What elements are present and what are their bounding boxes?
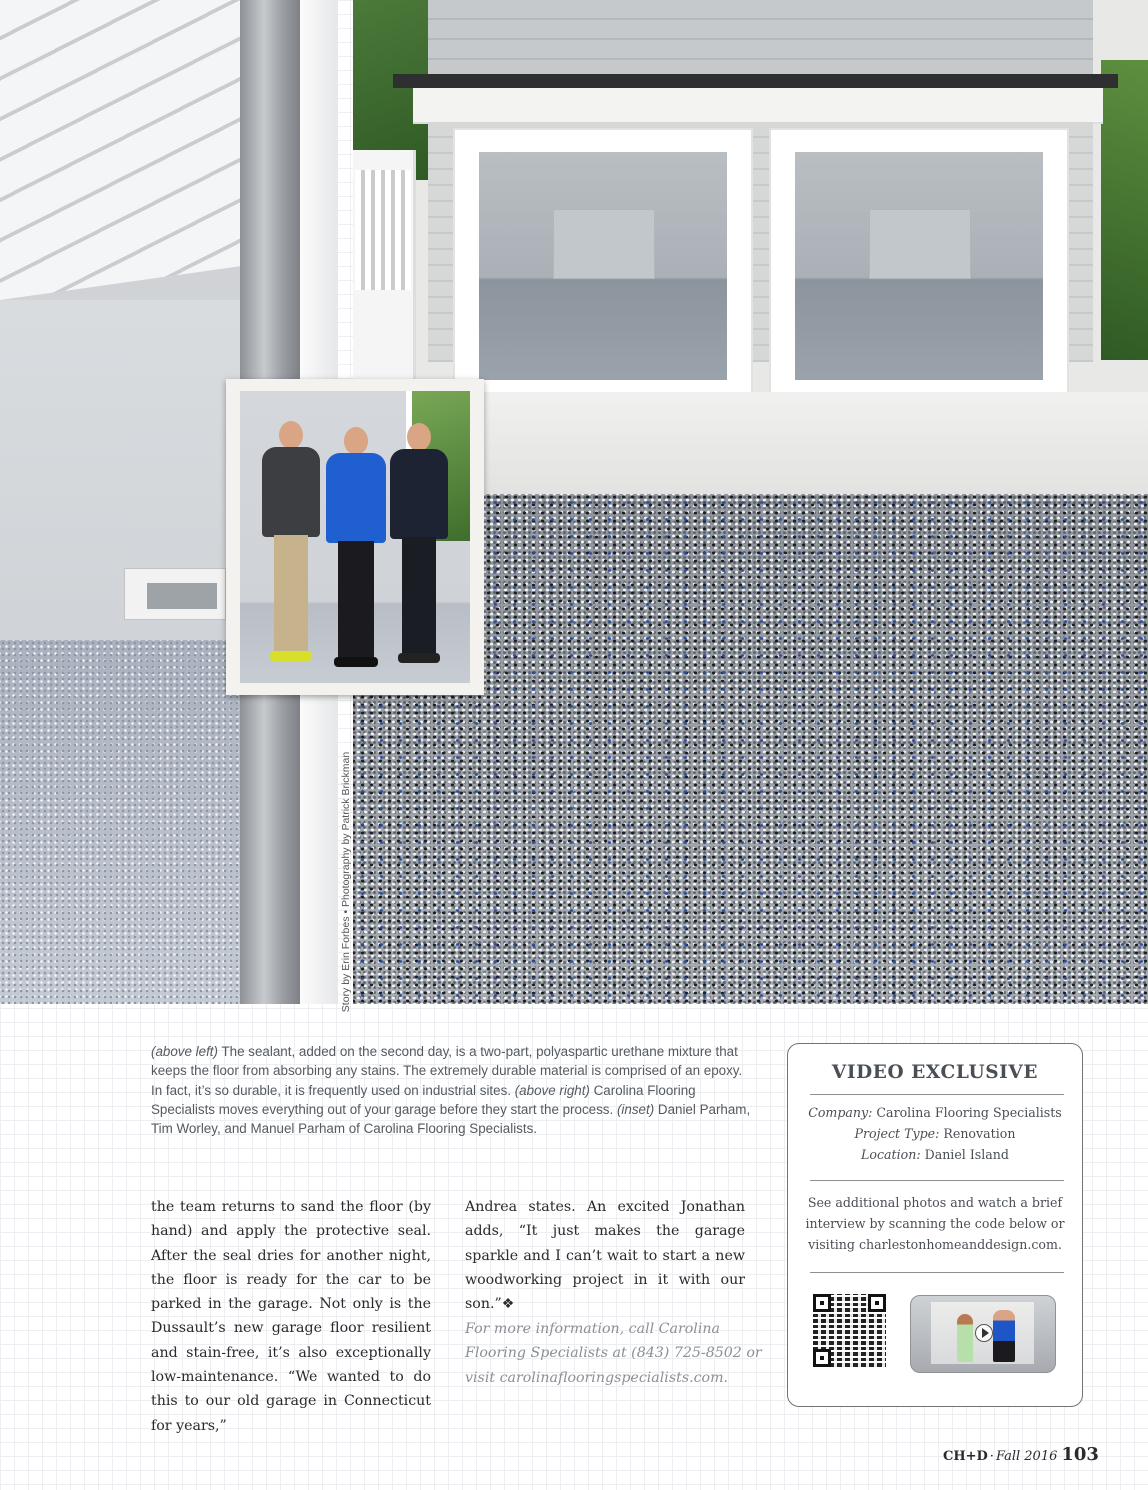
upper-siding [428,0,1093,74]
video-box-rule-bottom [810,1272,1064,1273]
garage-bay-left [453,128,753,394]
qr-code-icon[interactable] [813,1294,886,1367]
publication-name: CH+D [943,1449,988,1464]
play-icon[interactable] [975,1324,993,1342]
issue-name: Fall 2016 [995,1449,1058,1464]
more-info: For more information, call Carolina Flooring Specialists at (843) 725-8502 or visit carolinaflooringspecialists.com. [465,1321,762,1386]
header-trim [413,88,1103,124]
video-box-details [788,1102,1082,1165]
location-label: Location: [861,1147,921,1162]
caption-tag-inset: (inset) [616,1101,655,1117]
photo-caption [151,1042,751,1138]
video-box-rule-top [810,1094,1064,1095]
team-photo-scene [240,391,470,683]
garage-bay-right [769,128,1069,394]
person-middle [326,427,386,673]
company-value: Carolina Flooring Specialists [876,1105,1062,1120]
person-left [262,421,320,671]
person-right [390,423,448,673]
video-box-text: See additional photos and watch a brief interview by scanning the code below or visiting charlestonhomeanddesign.com. [805,1195,1065,1252]
project-type-label: Project Type: [854,1126,940,1141]
photo-credit [338,751,353,1013]
wall-vent [124,568,226,620]
page-folio [943,1444,1103,1465]
caption-tag-above-left: (above left) [151,1044,218,1059]
photo-credit-text: Story by Erin Forbes • Photography by Patrick Brickman [339,751,352,1013]
body-column-2: Andrea states. An excited Jonathan adds, “It just makes the garage sparkle and I can’t wait to start a new woodworking project in it with our son.”❖ [465,1199,745,1313]
folio-separator: · [989,1449,994,1464]
video-screen [931,1302,1034,1364]
location-value: Daniel Island [924,1147,1009,1162]
video-box-title: VIDEO EXCLUSIVE [831,1062,1039,1083]
company-label: Company: [808,1105,873,1120]
porch-railing [355,170,411,290]
page-number: 103 [1061,1444,1099,1465]
trees-right [1101,60,1148,360]
video-box-rule-middle [810,1180,1064,1181]
video-thumbnail[interactable] [910,1295,1056,1373]
caption-text-2: Carolina Flooring Specialists moves everything out of your garage before they start the process. [151,1082,696,1117]
team-inset-photo [226,379,484,695]
project-type-value: Renovation [943,1126,1016,1141]
garage-door-panels [0,0,260,300]
caption-tag-above-right: (above right) [514,1082,590,1098]
body-column-1: the team returns to sand the floor (by hand) and apply the protective seal. After the seal dries for another night, the floor is ready for the car to be parked in the garage. Not only is the Dussault’s new garage floor resilient and stain-free, it’s also exceptionally low-maintenance. “We wanted to do this to our old garage in Connecticut for years,” [151,1199,431,1434]
roof-eave [393,74,1118,88]
caption-text-3: Daniel Parham, Tim Worley, and Manuel Parham of Carolina Flooring Specialists. [151,1101,751,1137]
caption-text-1: The sealant, added on the second day, is a two-part, polyaspartic urethane mixture that keeps the floor from absorbing any stains. The extremely durable material is comprised of an epoxy. In fact, it’s so durable, it is frequently used on industrial sites. [151,1044,743,1098]
video-exclusive-box [787,1043,1083,1407]
